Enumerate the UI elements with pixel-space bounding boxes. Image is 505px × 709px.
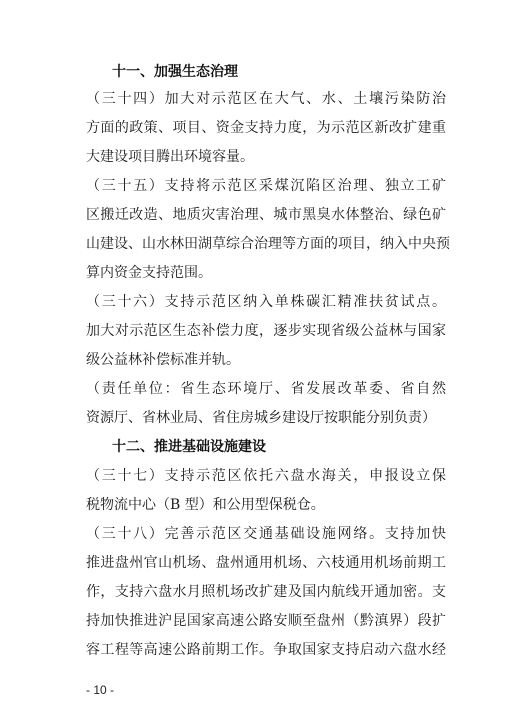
- paragraph-36-line-3: 级公益林补偿标准并轨。: [86, 352, 240, 368]
- paragraph-35-line-4: 算内资金支持范围。: [86, 265, 212, 281]
- paragraph-38-line-1: （三十八）完善示范区交通基础设施网络。支持加快: [86, 526, 446, 542]
- section-heading-11: 十一、加强生态治理: [112, 64, 238, 80]
- paragraph-36-line-2: 加大对示范区生态补偿力度，逐步实现省级公益林与国家: [86, 323, 446, 339]
- paragraph-37-line-1: （三十七）支持示范区依托六盘水海关，申报设立保: [86, 468, 446, 484]
- page-number: - 10 -: [86, 683, 115, 697]
- paragraph-36-line-1: （三十六）支持示范区纳入单株碳汇精准扶贫试点。: [86, 294, 446, 310]
- section-heading-12: 十二、推进基础设施建设: [112, 439, 266, 455]
- paragraph-38-line-3: 作，支持六盘水月照机场改扩建及国内航线开通加密。支: [86, 584, 446, 600]
- paragraph-34-line-1: （三十四）加大对示范区在大气、水、土壤污染防治: [86, 91, 446, 107]
- responsibility-note-line-1: （责任单位：省生态环境厅、省发展改革委、省自然: [86, 381, 446, 397]
- responsibility-note-line-2: 资源厅、省林业局、省住房城乡建设厅按职能分别负责）: [86, 410, 436, 426]
- paragraph-38-line-4: 持加快推进沪昆国家高速公路安顺至盘州（黔滇界）段扩: [86, 613, 446, 629]
- paragraph-38-line-2: 推进盘州官山机场、盘州通用机场、六枝通用机场前期工: [86, 555, 446, 571]
- paragraph-35-line-3: 山建设、山水林田湖草综合治理等方面的项目，纳入中央预: [86, 236, 450, 252]
- paragraph-35-line-2: 区搬迁改造、地质灾害治理、城市黑臭水体整治、绿色矿: [86, 207, 446, 223]
- paragraph-34-line-3: 大建设项目腾出环境容量。: [86, 149, 254, 165]
- paragraph-35-line-1: （三十五）支持将示范区采煤沉陷区治理、独立工矿: [86, 178, 446, 194]
- paragraph-38-line-5: 容工程等高速公路前期工作。争取国家支持启动六盘水经: [86, 642, 446, 658]
- paragraph-34-line-2: 方面的政策、项目、资金支持力度，为示范区新改扩建重: [86, 120, 446, 136]
- paragraph-37-line-2: 税物流中心（B 型）和公用型保税仓。: [86, 497, 325, 513]
